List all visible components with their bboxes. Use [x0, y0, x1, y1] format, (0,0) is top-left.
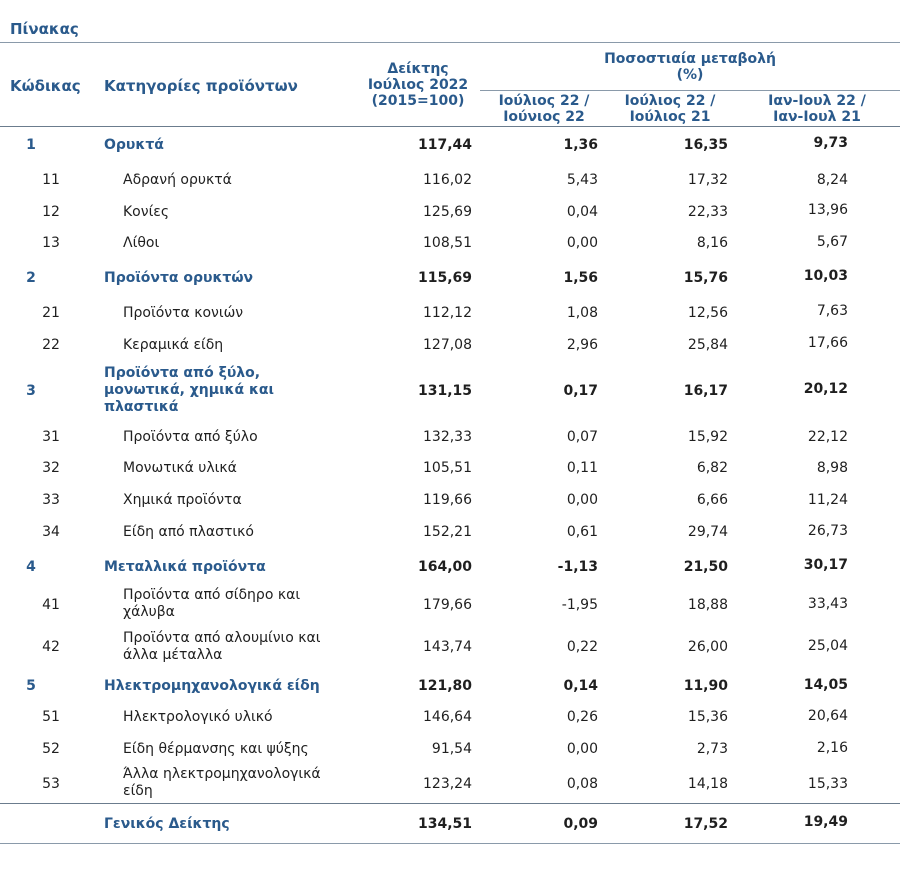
row-monthly-change: 0,00: [566, 492, 598, 508]
row-annual-change: 16,35: [683, 137, 728, 153]
row-category: Ορυκτά: [104, 137, 164, 153]
row-code: 22: [42, 337, 60, 353]
row-ytd-change: 8,24: [816, 172, 848, 188]
row-category: Είδη από πλαστικό: [123, 524, 254, 540]
total-top-rule: [0, 803, 900, 804]
header-annual: [608, 93, 732, 125]
row-index: 179,66: [423, 597, 472, 613]
header-ytd: [752, 93, 882, 125]
row-code: 41: [42, 597, 60, 613]
row-category-line: Άλλα ηλεκτρομηχανολογικά: [123, 766, 321, 782]
header-monthly: [482, 93, 606, 125]
row-index: 123,24: [423, 776, 472, 792]
row-category-line: άλλα μέταλλα: [123, 647, 223, 663]
row-monthly-change: 0,00: [566, 235, 598, 251]
row-category: [104, 365, 354, 416]
row-monthly-change: 0,04: [566, 204, 598, 220]
row-annual-change: 25,84: [687, 337, 728, 353]
row-ytd-change: 8,98: [816, 460, 848, 476]
row-code: 31: [42, 429, 60, 445]
header-annual-line1: Ιούλιος 22 /: [624, 93, 716, 109]
row-code: 32: [42, 460, 60, 476]
row-code: 12: [42, 204, 60, 220]
row-monthly-change: 0,61: [566, 524, 598, 540]
row-code: 4: [26, 559, 36, 575]
header-code: Κώδικας: [10, 77, 81, 95]
row-category: Κονίες: [123, 204, 170, 220]
header-monthly-line2: Ιούνιος 22: [503, 109, 585, 125]
row-monthly-change: 1,56: [563, 270, 598, 286]
row-category: Κεραμικά είδη: [123, 337, 224, 353]
row-category: Γενικός Δείκτης: [104, 816, 230, 832]
row-category-line: χάλυβα: [123, 604, 175, 620]
header-top-rule: [0, 42, 900, 43]
header-ytd-line1: Ιαν-Ιουλ 22 /: [768, 93, 866, 109]
row-index: 127,08: [423, 337, 472, 353]
row-code: 51: [42, 709, 60, 725]
header-bottom-rule: [0, 126, 900, 127]
row-annual-change: 29,74: [687, 524, 728, 540]
row-annual-change: 6,66: [696, 492, 728, 508]
header-percent-line1: Ποσοστιαία μεταβολή: [604, 51, 776, 67]
row-annual-change: 12,56: [687, 305, 728, 321]
row-ytd-change: 20,64: [807, 708, 848, 724]
row-index: 116,02: [423, 172, 472, 188]
row-code: 21: [42, 305, 60, 321]
row-code: 34: [42, 524, 60, 540]
row-ytd-change: 7,63: [816, 303, 848, 319]
row-annual-change: 11,90: [683, 678, 728, 694]
header-percent-line2: (%): [676, 67, 704, 83]
row-annual-change: 6,82: [696, 460, 728, 476]
row-index: 121,80: [417, 678, 472, 694]
header-category: Κατηγορίες προϊόντων: [104, 77, 298, 95]
row-category-line: μονωτικά, χημικά και: [104, 382, 274, 398]
row-ytd-change: 13,96: [807, 202, 848, 218]
row-category-line: είδη: [123, 783, 153, 799]
row-category-line: πλαστικά: [104, 399, 179, 415]
row-category: [123, 587, 358, 621]
row-code: 3: [26, 383, 36, 399]
row-ytd-change: 9,73: [813, 135, 848, 151]
row-annual-change: 17,32: [687, 172, 728, 188]
row-index: 143,74: [423, 639, 472, 655]
row-category: Προϊόντα ορυκτών: [104, 270, 254, 286]
row-category: Είδη θέρμανσης και ψύξης: [123, 741, 309, 757]
header-index-line2: Ιούλιος 2022: [367, 77, 469, 93]
row-index: 115,69: [417, 270, 472, 286]
row-ytd-change: 20,12: [803, 381, 848, 397]
row-annual-change: 21,50: [683, 559, 728, 575]
row-monthly-change: -1,95: [561, 597, 598, 613]
row-category: Προϊόντα κονιών: [123, 305, 244, 321]
row-code: 42: [42, 639, 60, 655]
row-ytd-change: 19,49: [803, 814, 848, 830]
row-annual-change: 16,17: [683, 383, 728, 399]
row-code: 13: [42, 235, 60, 251]
header-group-rule: [480, 90, 900, 91]
row-ytd-change: 11,24: [807, 492, 848, 508]
header-annual-line2: Ιούλιος 21: [629, 109, 711, 125]
row-monthly-change: 5,43: [566, 172, 598, 188]
row-annual-change: 15,36: [687, 709, 728, 725]
row-category: Ηλεκτρομηχανολογικά είδη: [104, 678, 320, 694]
row-index: 119,66: [423, 492, 472, 508]
table-caption: Πίνακας: [10, 20, 79, 38]
row-monthly-change: -1,13: [557, 559, 598, 575]
row-monthly-change: 0,07: [566, 429, 598, 445]
row-annual-change: 14,18: [687, 776, 728, 792]
row-category: [123, 630, 358, 664]
row-code: 2: [26, 270, 36, 286]
row-monthly-change: 0,22: [566, 639, 598, 655]
row-code: 33: [42, 492, 60, 508]
row-code: 52: [42, 741, 60, 757]
row-index: 146,64: [423, 709, 472, 725]
header-index: [360, 61, 476, 109]
row-monthly-change: 1,08: [566, 305, 598, 321]
row-annual-change: 18,88: [687, 597, 728, 613]
row-ytd-change: 15,33: [807, 776, 848, 792]
row-index: 152,21: [423, 524, 472, 540]
row-category-line: Προϊόντα από αλουμίνιο και: [123, 630, 321, 646]
row-ytd-change: 14,05: [803, 677, 848, 693]
row-monthly-change: 0,00: [566, 741, 598, 757]
row-annual-change: 15,76: [683, 270, 728, 286]
row-index: 112,12: [423, 305, 472, 321]
row-category: Αδρανή ορυκτά: [123, 172, 232, 188]
row-monthly-change: 0,17: [563, 383, 598, 399]
row-annual-change: 2,73: [696, 741, 728, 757]
row-monthly-change: 0,11: [566, 460, 598, 476]
row-ytd-change: 17,66: [807, 335, 848, 351]
row-category: Χημικά προϊόντα: [123, 492, 242, 508]
row-category-line: Προϊόντα από σίδηρο και: [123, 587, 301, 603]
row-code: 1: [26, 137, 36, 153]
row-ytd-change: 25,04: [807, 638, 848, 654]
header-index-line1: Δείκτης: [387, 61, 449, 77]
row-annual-change: 8,16: [696, 235, 728, 251]
row-index: 134,51: [417, 816, 472, 832]
row-annual-change: 26,00: [687, 639, 728, 655]
row-code: 53: [42, 776, 60, 792]
row-ytd-change: 10,03: [803, 268, 848, 284]
row-index: 125,69: [423, 204, 472, 220]
header-percent-change: [480, 51, 900, 83]
row-ytd-change: 30,17: [803, 557, 848, 573]
row-category: Μονωτικά υλικά: [123, 460, 237, 476]
table-bottom-rule: [0, 843, 900, 844]
row-ytd-change: 33,43: [807, 596, 848, 612]
row-code: 5: [26, 678, 36, 694]
row-monthly-change: 2,96: [566, 337, 598, 353]
row-monthly-change: 0,09: [563, 816, 598, 832]
row-code: 11: [42, 172, 60, 188]
row-ytd-change: 5,67: [816, 234, 848, 250]
row-index: 108,51: [423, 235, 472, 251]
row-index: 131,15: [417, 383, 472, 399]
header-monthly-line1: Ιούλιος 22 /: [498, 93, 590, 109]
row-ytd-change: 2,16: [816, 740, 848, 756]
row-index: 117,44: [417, 137, 472, 153]
row-index: 105,51: [423, 460, 472, 476]
row-annual-change: 22,33: [687, 204, 728, 220]
row-annual-change: 17,52: [683, 816, 728, 832]
header-index-line3: (2015=100): [371, 93, 465, 109]
row-index: 91,54: [431, 741, 472, 757]
row-index: 132,33: [423, 429, 472, 445]
row-category: Λίθοι: [123, 235, 160, 251]
row-index: 164,00: [417, 559, 472, 575]
row-monthly-change: 0,14: [563, 678, 598, 694]
row-category: [123, 766, 358, 800]
row-category-line: Προϊόντα από ξύλο,: [104, 365, 261, 381]
row-ytd-change: 22,12: [807, 429, 848, 445]
row-annual-change: 15,92: [687, 429, 728, 445]
header-ytd-line2: Ιαν-Ιουλ 21: [773, 109, 861, 125]
row-monthly-change: 0,08: [566, 776, 598, 792]
row-category: Μεταλλικά προϊόντα: [104, 559, 266, 575]
row-monthly-change: 1,36: [563, 137, 598, 153]
row-monthly-change: 0,26: [566, 709, 598, 725]
row-category: Προϊόντα από ξύλο: [123, 429, 258, 445]
row-ytd-change: 26,73: [807, 523, 848, 539]
row-category: Ηλεκτρολογικό υλικό: [123, 709, 273, 725]
